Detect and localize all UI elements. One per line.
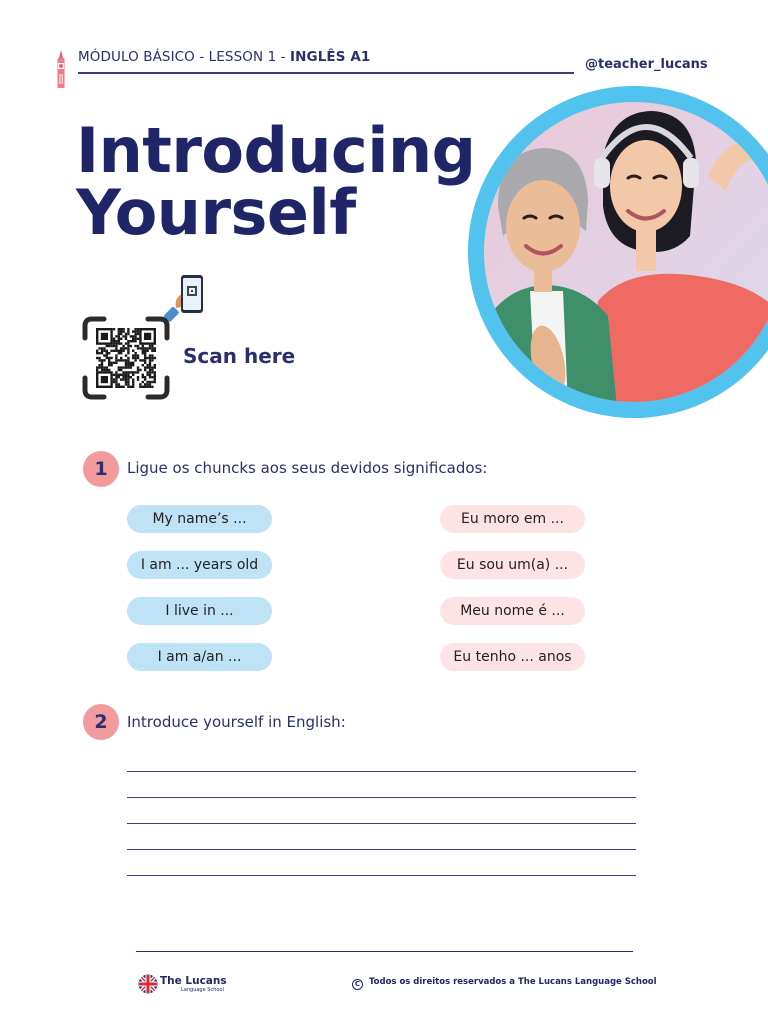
exercise-1-instruction: Ligue os chuncks aos seus devidos significados: <box>127 459 488 477</box>
scan-here-label: Scan here <box>183 344 296 368</box>
writing-line[interactable] <box>127 875 636 876</box>
exercise-2-number: 2 <box>83 704 119 740</box>
writing-line[interactable] <box>127 771 636 772</box>
big-ben-icon <box>54 50 68 90</box>
chunk-pill-en[interactable]: I am ... years old <box>127 551 272 579</box>
meaning-pill-pt[interactable]: Eu tenho ... anos <box>440 643 585 671</box>
students-photo <box>468 86 768 418</box>
module-label: MÓDULO BÁSICO - LESSON 1 - INGLÊS A1 <box>78 49 371 65</box>
writing-line[interactable] <box>127 823 636 824</box>
chunk-pill-en[interactable]: I live in ... <box>127 597 272 625</box>
writing-line[interactable] <box>127 797 636 798</box>
meaning-pill-pt[interactable]: Eu moro em ... <box>440 505 585 533</box>
meaning-pill-pt[interactable]: Eu sou um(a) ... <box>440 551 585 579</box>
uk-flag-icon <box>138 974 158 994</box>
social-handle: @teacher_lucans <box>585 57 708 72</box>
chunk-pill-en[interactable]: My name’s ... <box>127 505 272 533</box>
exercise-2-instruction: Introduce yourself in English: <box>127 713 346 731</box>
footer-brand: The Lucans <box>160 975 227 987</box>
writing-line[interactable] <box>127 849 636 850</box>
exercise-1-number: 1 <box>83 451 119 487</box>
meaning-pill-pt[interactable]: Meu nome é ... <box>440 597 585 625</box>
header-divider <box>78 72 574 74</box>
copyright-icon: C <box>352 979 363 990</box>
footer-brand-sub: Language School <box>181 987 224 993</box>
level-label: INGLÊS A1 <box>290 49 371 65</box>
chunk-pill-en[interactable]: I am a/an ... <box>127 643 272 671</box>
copyright-notice: C Todos os direitos reservados a The Lucans Language School <box>352 977 657 990</box>
qr-code[interactable] <box>82 316 170 400</box>
page-title: Introducing Yourself <box>76 114 476 249</box>
footer-divider <box>136 951 633 952</box>
